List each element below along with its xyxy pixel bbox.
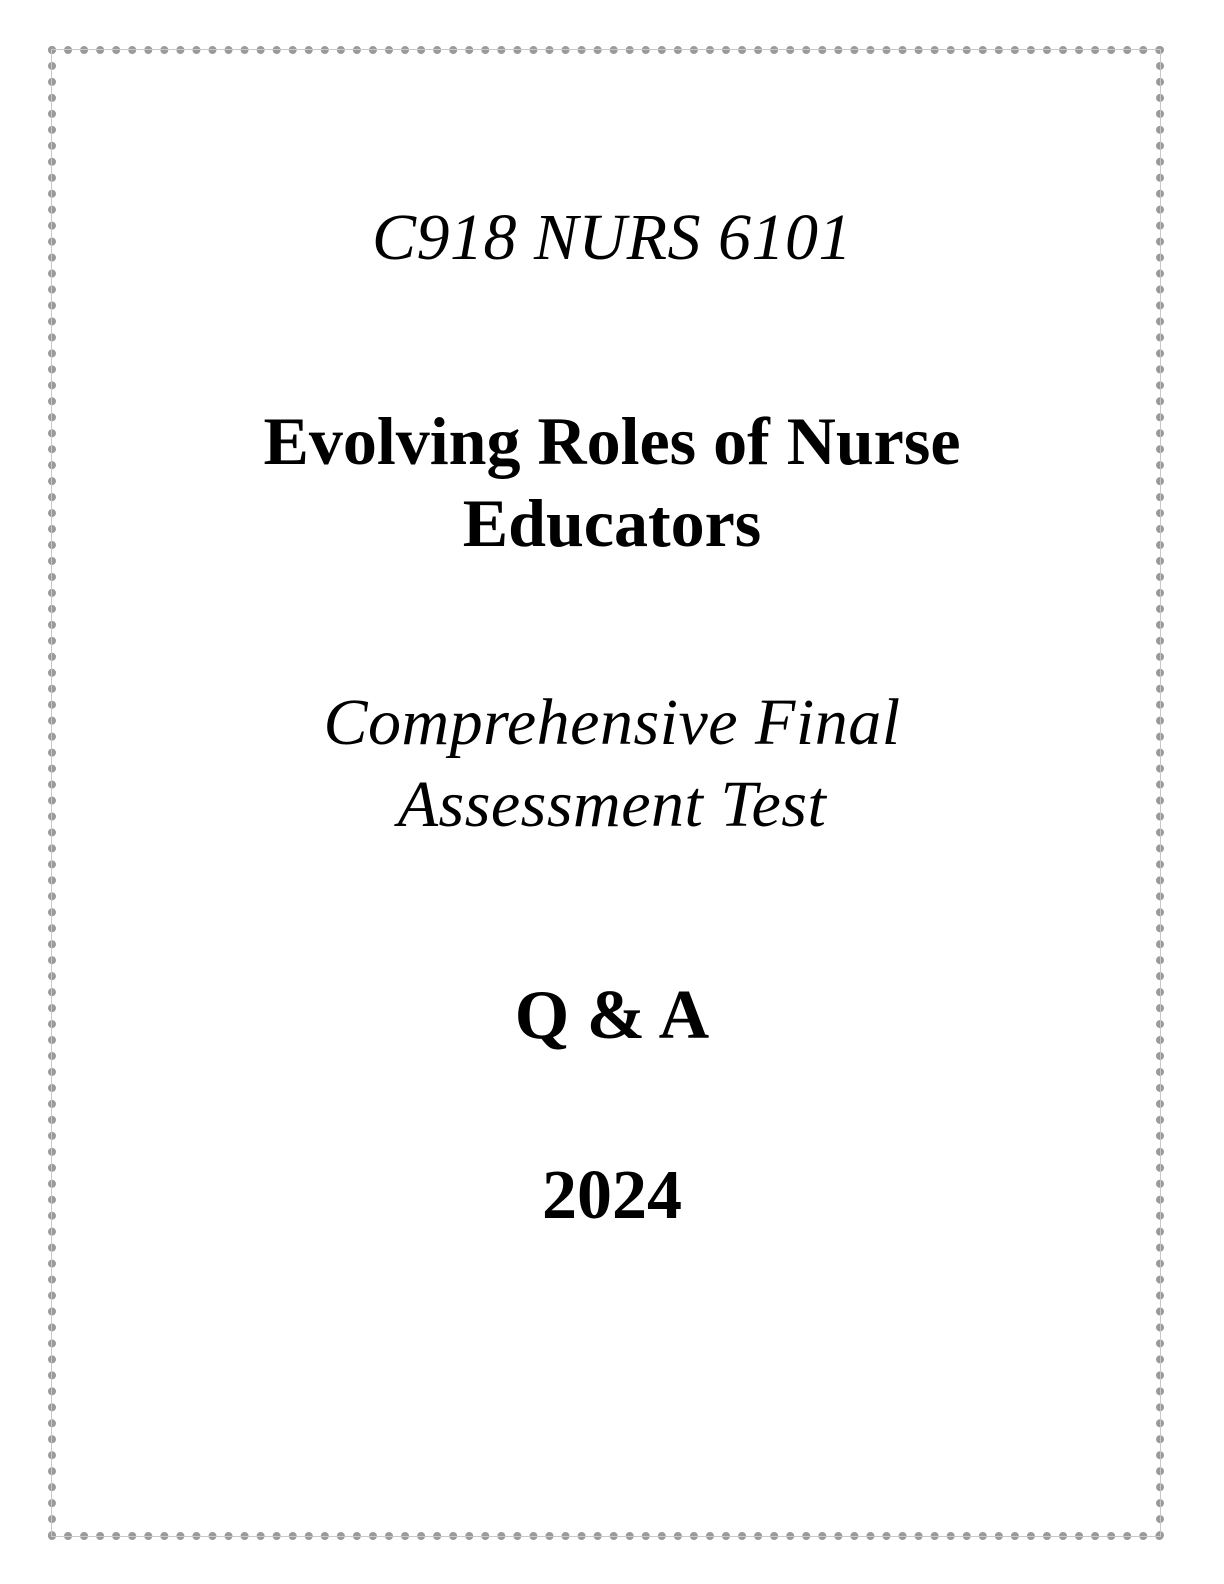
document-subtitle-line-2: Assessment Test: [397, 768, 827, 841]
course-code: C918 NURS 6101: [371, 201, 853, 274]
document-subtitle: [0, 682, 1224, 846]
document-subtitle-line-1: Comprehensive Final: [323, 686, 901, 759]
document-title: [0, 400, 1224, 564]
qa-label: Q & A: [514, 977, 710, 1054]
document-year: 2024: [542, 1157, 682, 1234]
document-title-line-1: Evolving Roles of Nurse: [263, 403, 961, 479]
document-title-line-2: Educators: [462, 485, 762, 561]
